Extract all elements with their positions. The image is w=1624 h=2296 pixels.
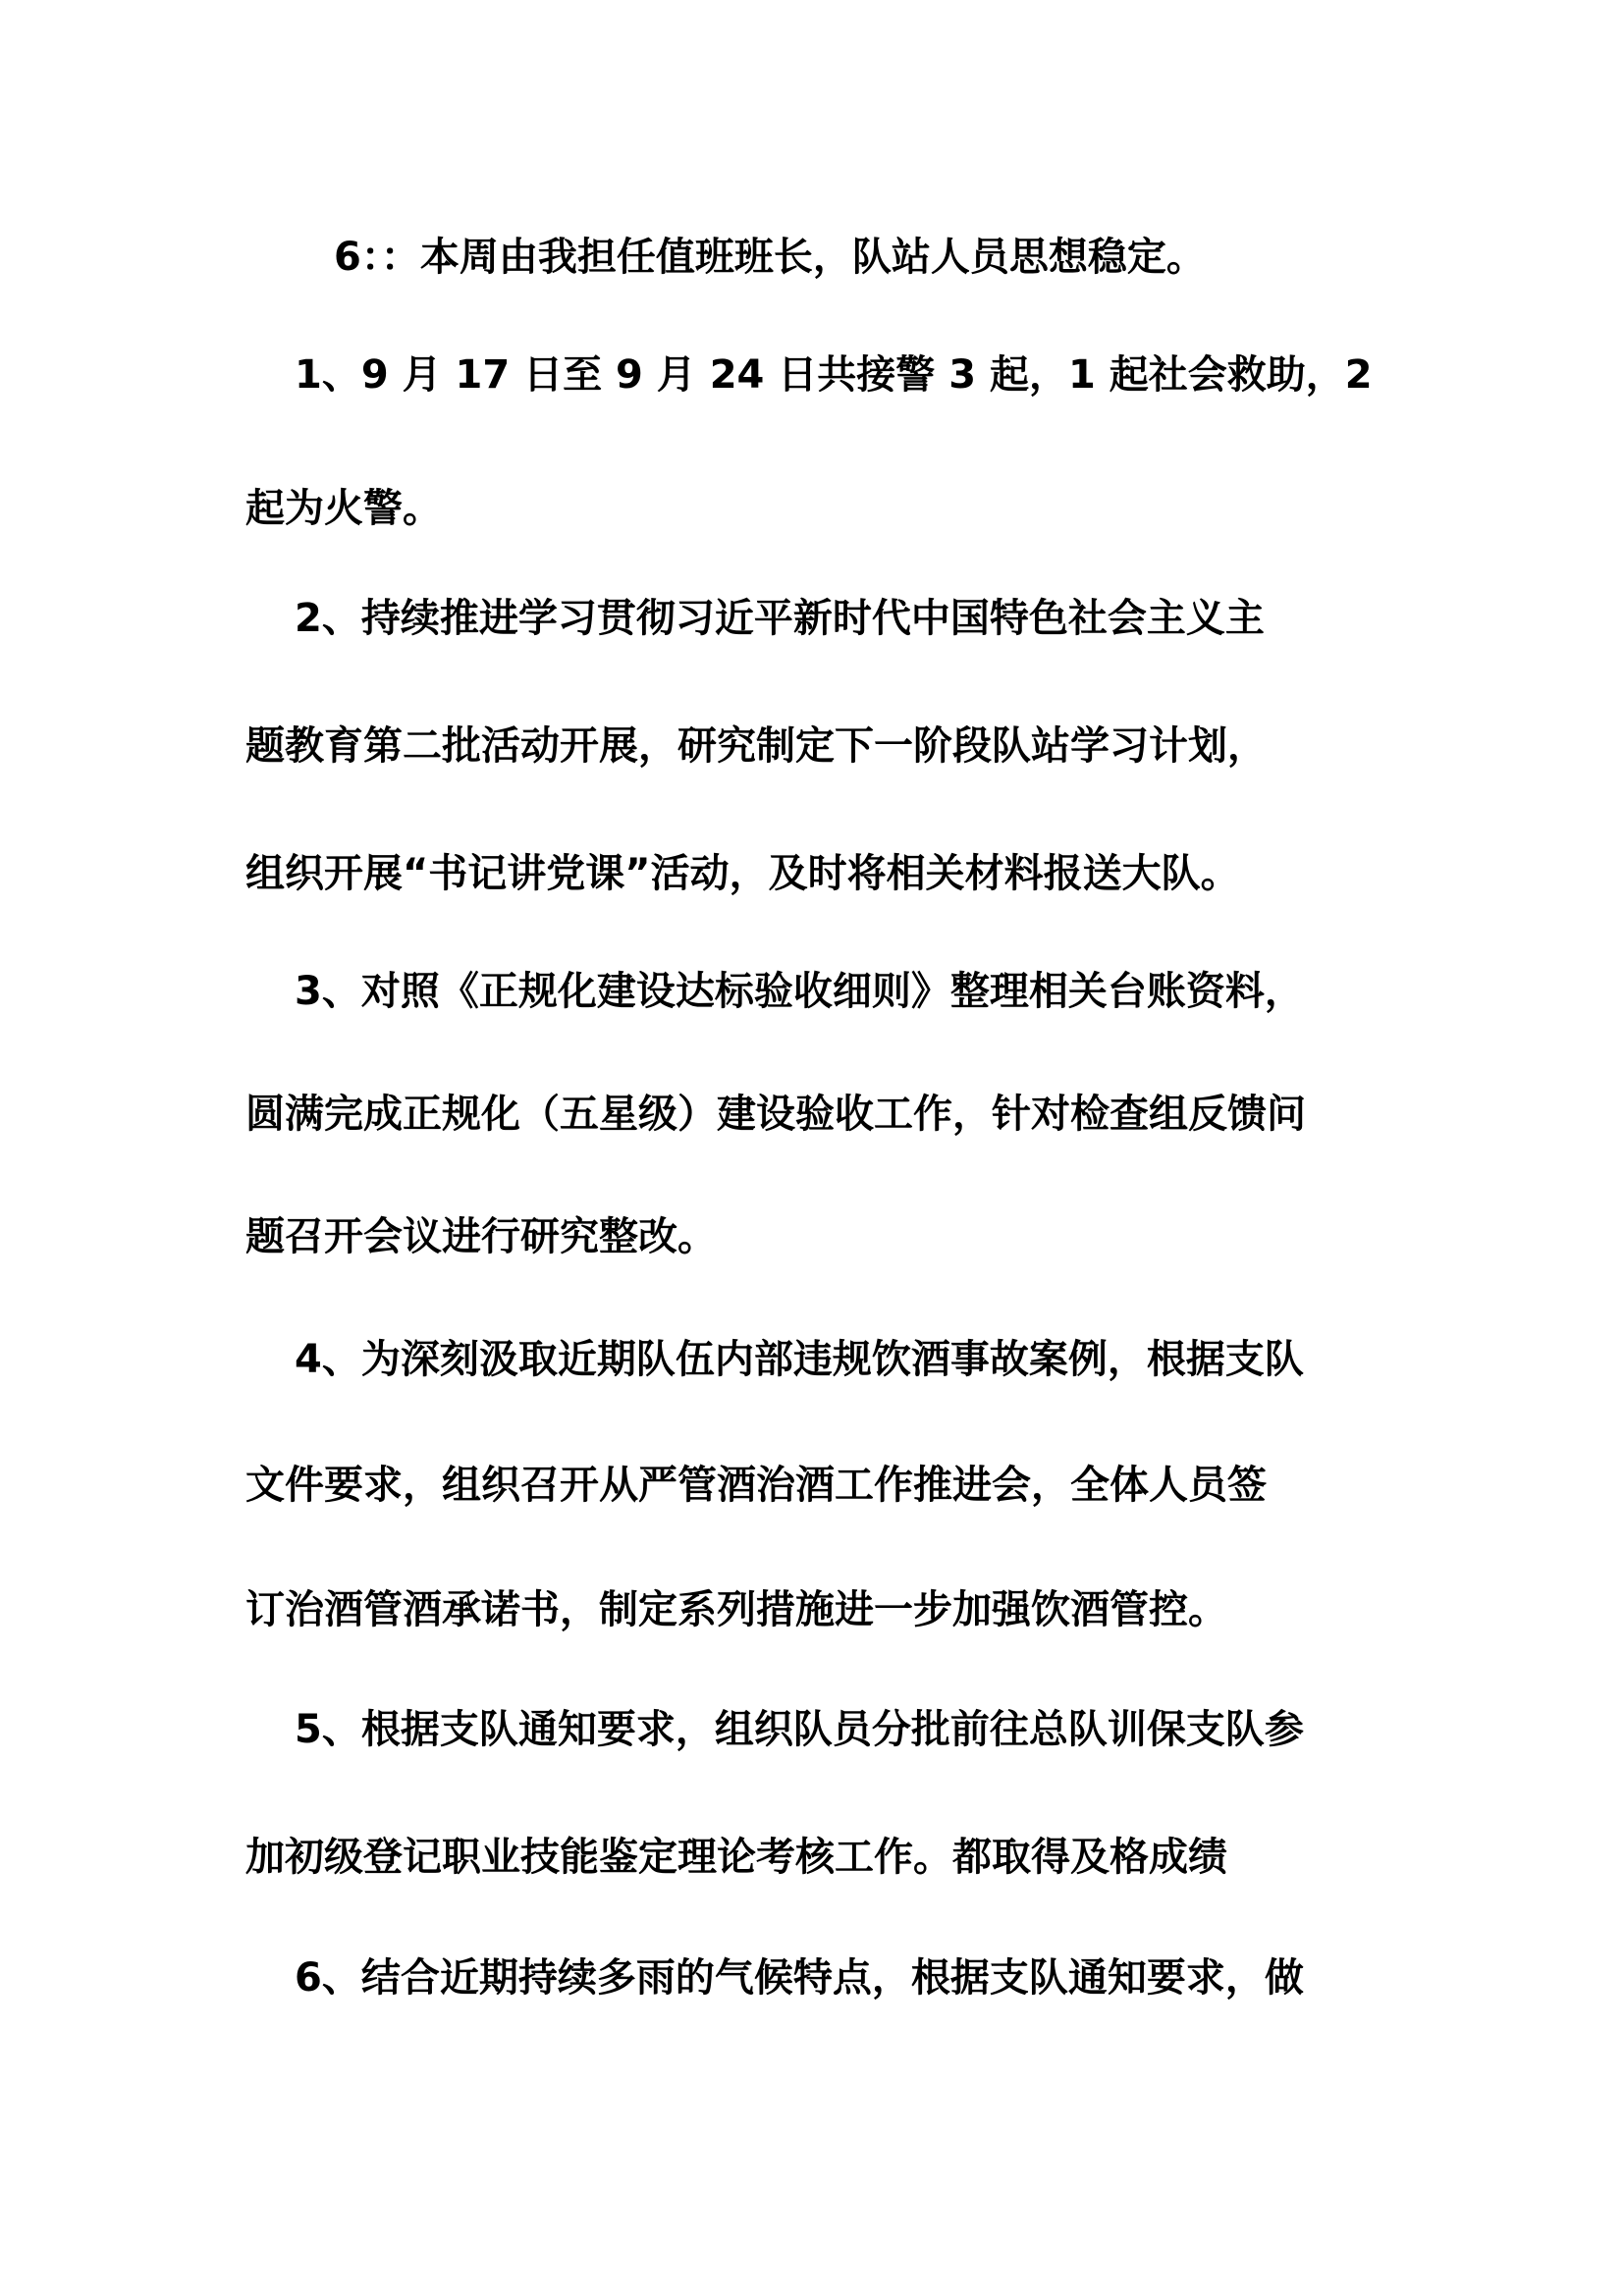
paragraph-2-line-1: 2、持续推进学习贯彻习近平新时代中国特色社会主义主 <box>295 596 1265 641</box>
paragraph-4-line-1: 4、为深刻汲取近期队伍内部违规饮酒事故案例，根据支队 <box>295 1337 1304 1382</box>
document-heading: 6：：本周由我担任值班班长，队站人员思想稳定。 <box>334 235 1206 280</box>
paragraph-1-line-2: 起为火警。 <box>245 486 442 531</box>
paragraph-3-line-2: 圆满完成正规化（五星级）建设验收工作，针对检查组反馈问 <box>245 1092 1306 1137</box>
paragraph-5-line-1: 5、根据支队通知要求，组织队员分批前往总队训保支队参 <box>295 1707 1304 1752</box>
paragraph-2-line-3: 组织开展“书记讲党课”活动，及时将相关材料报送大队。 <box>245 851 1240 896</box>
paragraph-6-line-1: 6、结合近期持续多雨的气候特点，根据支队通知要求，做 <box>295 1955 1304 2001</box>
paragraph-4-line-2: 文件要求，组织召开从严管酒治酒工作推进会，全体人员签 <box>245 1463 1267 1508</box>
paragraph-3-line-3: 题召开会议进行研究整改。 <box>245 1214 717 1259</box>
paragraph-4-line-3: 订治酒管酒承诺书，制定系列措施进一步加强饮酒管控。 <box>245 1587 1227 1632</box>
paragraph-2-line-2: 题教育第二批活动开展，研究制定下一阶段队站学习计划， <box>245 723 1267 769</box>
paragraph-5-line-2: 加初级登记职业技能鉴定理论考核工作。都取得及格成绩 <box>245 1835 1227 1880</box>
paragraph-1-line-1: 1、9 月 17 日至 9 月 24 日共接警 3 起，1 起社会救助，2 <box>295 352 1373 398</box>
paragraph-3-line-1: 3、对照《正规化建设达标验收细则》整理相关台账资料， <box>295 969 1304 1014</box>
